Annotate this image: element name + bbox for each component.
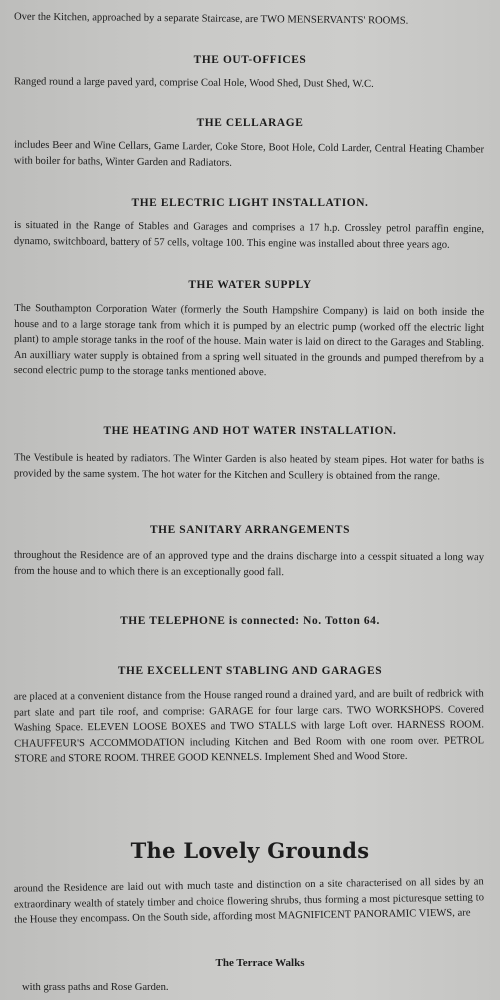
heading-sanitary: THE SANITARY ARRANGEMENTS <box>149 524 351 536</box>
closing-line: with grass paths and Rose Garden. <box>22 982 169 993</box>
paragraph-stabling: are placed at a convenient distance from the House ranged round a drained yard, and are built of redbrick with part slate and part tile roof, and comprise: GARAGE for four large cars. TWO WORKSHOPS. Covered Washing Space. ELEVEN LOOSE BOXES and TWO STALLS with large Loft over. HARNESS ROOM. CHAUFFEUR'S ACCOMMODATION including Kitchen and Bed Room with one room over. PETROL STORE and STORE ROOM. THREE GOOD KENNELS. Implement Shed and Wood Store. <box>13 688 485 765</box>
grounds-title: The Lovely Grounds <box>130 838 370 863</box>
paragraph-cellarage: includes Beer and Wine Cellars, Game Larder, Coke Store, Boot Hole, Cold Larder, Central Heating Chamber with boiler for baths, Winter Garden and Radiators. <box>13 139 485 169</box>
paragraph-water-supply: The Southampton Corporation Water (formerly the South Hampshire Company) is laid on both inside the house and to a large storage tank from which it is pumped by an electric pump (worked off the electric light plant) to ample storage tanks in the roof of the house. Main water is laid on direct to the Garages and Stabling. An auxilliary water supply is obtained from a spring well situated in the grounds and pumped therefrom by a second electric pump to the storage tanks mentioned above. <box>13 302 485 379</box>
subheading-terrace-walks: The Terrace Walks <box>215 957 305 969</box>
heading-out-offices: THE OUT-OFFICES <box>193 54 307 66</box>
heading-cellarage: THE CELLARAGE <box>196 117 304 129</box>
heading-heating: THE HEATING AND HOT WATER INSTALLATION. <box>103 425 397 437</box>
telephone-line: THE TELEPHONE is connected: No. Totton 64. <box>120 615 380 627</box>
paragraph-sanitary: throughout the Residence are of an approved type and the drains discharge into a cesspit situated a long way from the house and to which there is an exceptionally good fall. <box>13 549 485 578</box>
paragraph-grounds: around the Residence are laid out with much taste and distinction on a site characterised on all sides by an extraordinary wealth of stately timber and choice flowering shrubs, thus forming a most picturesque setting to the House they encompass. On the South side, affording most MAGNIFICENT PANORAMIC VIEWS, are <box>13 876 485 926</box>
paragraph-out-offices: Ranged round a large paved yard, comprise Coal Hole, Wood Shed, Dust Shed, W.C. <box>13 76 374 90</box>
heading-electric-light: THE ELECTRIC LIGHT INSTALLATION. <box>131 197 369 209</box>
heading-water-supply: THE WATER SUPPLY <box>188 279 312 291</box>
paragraph-heating: The Vestibule is heated by radiators. The Winter Garden is also heated by steam pipes. Hot water for baths is provided by the same system. The hot water for the Kitchen and Scullery is obtained from the range. <box>13 452 485 482</box>
intro-paragraph: Over the Kitchen, approached by a separate Staircase, are TWO MENSERVANTS' ROOMS. <box>13 11 409 27</box>
heading-stabling: THE EXCELLENT STABLING AND GARAGES <box>117 665 383 677</box>
paragraph-electric-light: is situated in the Range of Stables and Garages and comprises a 17 h.p. Crossley petrol paraffin engine, dynamo, switchboard, battery of 57 cells, voltage 100. This engine was installed about three years ago. <box>13 219 485 251</box>
